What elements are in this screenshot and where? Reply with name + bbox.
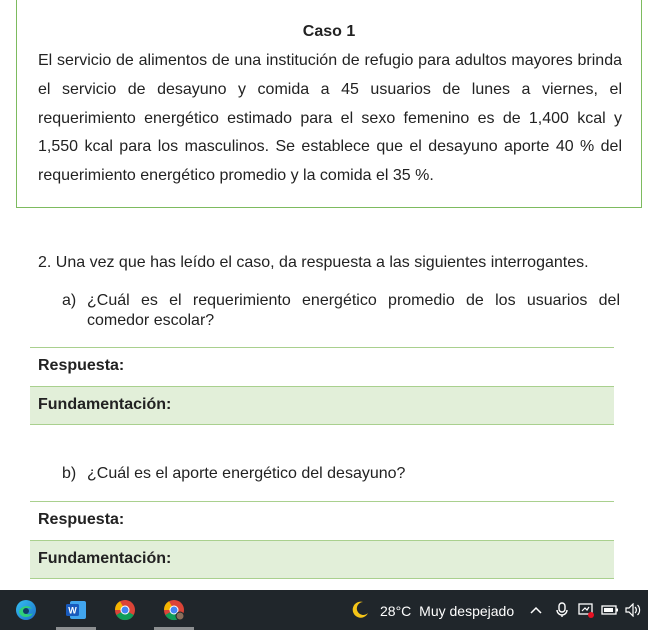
subquestion-a-text: ¿Cuál es el requerimiento energético promedio de los usuarios del comedor escolar? [87, 292, 620, 329]
subquestion-a-marker: a) [62, 292, 77, 309]
answer-b-respuesta-field[interactable] [30, 501, 614, 541]
word-taskbar-button[interactable] [56, 590, 96, 630]
battery-status-button[interactable] [600, 600, 620, 620]
network-icon [577, 602, 595, 618]
respuesta-label: Respuesta: [38, 357, 125, 374]
chrome-profile-taskbar-button[interactable] [154, 590, 194, 630]
subquestion-b [62, 464, 622, 484]
chrome-profile-icon [162, 598, 186, 622]
fundamentacion-label: Fundamentación: [38, 396, 172, 413]
chrome-icon [113, 598, 137, 622]
case-description: El servicio de alimentos de una institución de refugio para adultos mayores brinda el servicio de desayuno y comida a 45 usuarios de lunes a viernes, el requerimiento energético estimado para el sexo femenino es de 1,400 kcal y 1,550 kcal para los masculinos. Se establece que el desayuno aporte 40 % del requerimiento energético promedio y la comida el 35 %. [38, 52, 622, 185]
battery-icon [601, 604, 619, 616]
show-hidden-icons-button[interactable] [528, 600, 544, 620]
edge-icon [14, 598, 38, 622]
subquestion-a [62, 291, 622, 331]
chrome-taskbar-button[interactable] [105, 590, 145, 630]
edge-taskbar-button[interactable] [6, 590, 46, 630]
subquestion-b-text: ¿Cuál es el aporte energético del desayuno? [87, 465, 406, 482]
fundamentacion-label: Fundamentación: [38, 550, 172, 567]
chevron-up-icon [530, 606, 542, 614]
volume-button[interactable] [624, 600, 644, 620]
word-icon [64, 598, 88, 622]
weather-widget[interactable] [380, 603, 514, 619]
subquestion-b-marker: b) [62, 465, 77, 482]
svg-text:W: W [68, 605, 77, 616]
speaker-icon [625, 603, 643, 617]
answer-b-fundamentacion-field[interactable] [30, 540, 614, 579]
answer-a-respuesta-field[interactable] [30, 347, 614, 387]
question-heading: 2. Una vez que has leído el caso, da respuesta a las siguientes interrogantes. [38, 254, 589, 271]
weather-description: Muy despejado [419, 603, 515, 619]
respuesta-label: Respuesta: [38, 511, 125, 528]
moon-icon[interactable] [350, 600, 370, 620]
microphone-icon [555, 602, 569, 618]
case-box [16, 0, 642, 208]
network-status-button[interactable] [576, 600, 596, 620]
answer-a-fundamentacion-field[interactable] [30, 386, 614, 425]
taskbar [0, 590, 648, 630]
weather-temperature: 28°C [380, 603, 412, 619]
case-title: Caso 1 [302, 23, 356, 40]
meet-now-button[interactable] [553, 600, 571, 620]
